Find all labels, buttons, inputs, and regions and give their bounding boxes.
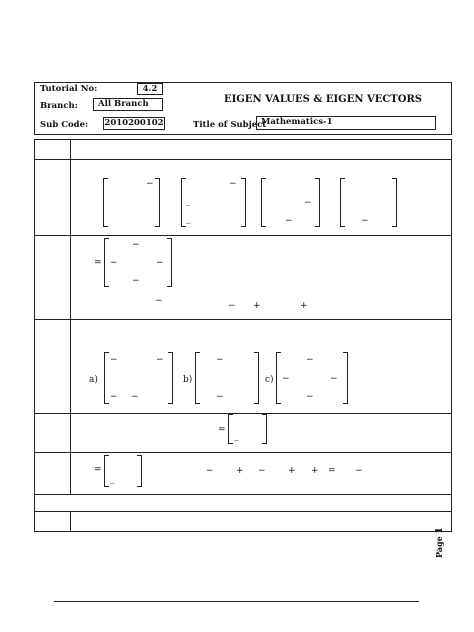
matrix-entry: − bbox=[156, 355, 164, 365]
matrix-entry: − bbox=[156, 258, 164, 268]
option-a-label: a) bbox=[89, 375, 98, 385]
matrix-bracket-left bbox=[104, 455, 109, 487]
tutorial-label: Tutorial No: bbox=[40, 84, 98, 94]
matrix-bracket-right bbox=[392, 178, 397, 227]
branch-value: All Branch bbox=[93, 98, 163, 111]
matrix-bracket-right bbox=[168, 352, 173, 404]
matrix-bracket-right bbox=[137, 455, 142, 487]
matrix-bracket-left bbox=[195, 352, 200, 404]
matrix-bracket-right bbox=[167, 238, 172, 287]
table-column-divider-bottom bbox=[70, 511, 71, 532]
page-label: Page bbox=[434, 536, 444, 558]
matrix-entry: − bbox=[361, 216, 369, 226]
equals-sign: = bbox=[94, 258, 102, 268]
row-divider bbox=[34, 511, 452, 512]
matrix-entry: − bbox=[306, 392, 314, 402]
equals-sign: = bbox=[94, 465, 102, 475]
matrix-entry: − bbox=[132, 276, 140, 286]
matrix-entry: _ bbox=[186, 214, 191, 224]
option-b-label: b) bbox=[183, 375, 193, 385]
expression-term: − bbox=[228, 301, 236, 311]
expression-term: + bbox=[311, 466, 319, 476]
matrix-bracket-left bbox=[228, 414, 233, 444]
page-number-label bbox=[434, 527, 445, 558]
matrix-entry: − bbox=[110, 392, 118, 402]
matrix-entry: − bbox=[131, 392, 139, 402]
matrix-bracket-right bbox=[315, 178, 320, 227]
matrix-bracket-left bbox=[261, 178, 266, 227]
matrix-bracket-left bbox=[340, 178, 345, 227]
document-title: EIGEN VALUES & EIGEN VECTORS bbox=[224, 94, 422, 105]
matrix-entry: − bbox=[285, 216, 293, 226]
row-divider bbox=[34, 452, 452, 453]
expression-term: − bbox=[206, 466, 214, 476]
row-divider bbox=[34, 319, 452, 320]
matrix-bracket-right bbox=[241, 178, 246, 227]
expression-term: − bbox=[258, 466, 266, 476]
footer-rule bbox=[54, 601, 419, 602]
subcode-value: 2010200102 bbox=[104, 118, 164, 128]
option-c-label: c) bbox=[265, 375, 274, 385]
matrix-entry: − bbox=[216, 392, 224, 402]
matrix-entry: − bbox=[304, 198, 312, 208]
page-number: 1 bbox=[435, 527, 445, 534]
matrix-bracket-left bbox=[104, 238, 109, 287]
expression-term: + bbox=[300, 301, 308, 311]
matrix-entry: − bbox=[110, 355, 118, 365]
subcode-label: Sub Code: bbox=[40, 120, 89, 130]
subject-label: Title of Subject bbox=[193, 120, 267, 130]
branch-label: Branch: bbox=[40, 101, 78, 111]
table-column-divider bbox=[70, 139, 71, 494]
matrix-entry: _ bbox=[186, 196, 191, 206]
matrix-entry: − bbox=[229, 179, 237, 189]
matrix-entry: − bbox=[330, 374, 338, 384]
expression-term: + bbox=[253, 301, 261, 311]
matrix-entry: − bbox=[282, 374, 290, 384]
matrix-entry: − bbox=[146, 179, 154, 189]
matrix-bracket-right bbox=[254, 352, 259, 404]
matrix-bracket-right bbox=[343, 352, 348, 404]
matrix-entry: _ bbox=[234, 431, 239, 441]
matrix-bracket-right bbox=[262, 414, 267, 444]
matrix-entry: _ bbox=[110, 474, 115, 484]
expression-term: − bbox=[155, 296, 163, 306]
expression-term: − bbox=[355, 466, 363, 476]
matrix-bracket-right bbox=[155, 178, 160, 227]
subject-value: Mathematics-1 bbox=[256, 116, 436, 130]
matrix-bracket-left bbox=[276, 352, 281, 404]
equals-sign: = bbox=[218, 425, 226, 435]
matrix-entry: − bbox=[216, 355, 224, 365]
expression-term: = bbox=[328, 466, 336, 476]
row-divider bbox=[34, 494, 452, 495]
matrix-entry: − bbox=[306, 355, 314, 365]
matrix-bracket-left bbox=[104, 352, 109, 404]
matrix-entry: − bbox=[110, 258, 118, 268]
expression-term: + bbox=[236, 466, 244, 476]
matrix-bracket-left bbox=[103, 178, 108, 227]
tutorial-value: 4.2 bbox=[137, 83, 163, 95]
matrix-entry: − bbox=[132, 240, 140, 250]
row-divider bbox=[34, 413, 452, 414]
row-divider bbox=[34, 159, 452, 160]
expression-term: + bbox=[288, 466, 296, 476]
row-divider bbox=[34, 235, 452, 236]
